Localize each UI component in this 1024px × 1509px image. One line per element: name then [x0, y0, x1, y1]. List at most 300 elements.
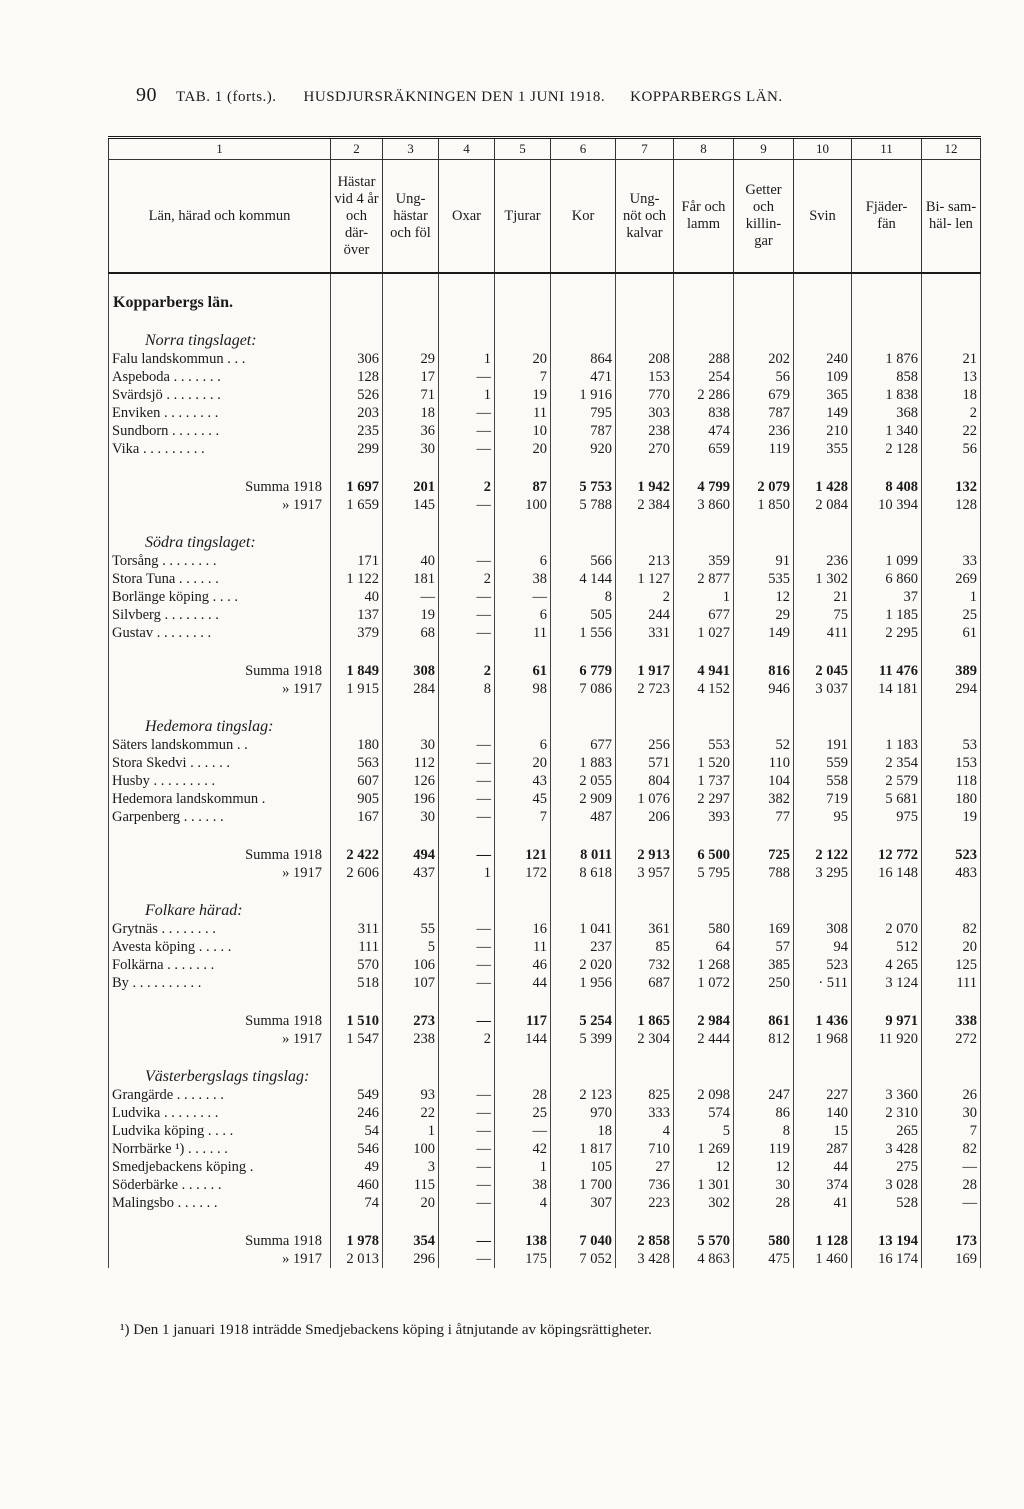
table-cell: 677: [674, 606, 734, 624]
column-number: 1: [109, 138, 331, 160]
table-cell: 2: [439, 478, 495, 496]
row-label: Summa 1918: [109, 846, 331, 864]
table-cell: 223: [616, 1194, 674, 1212]
table-cell: 512: [852, 938, 922, 956]
table-cell: 272: [922, 1030, 981, 1048]
table-row: [109, 956, 981, 974]
table-cell: 16 174: [852, 1250, 922, 1268]
table-cell: 7 086: [551, 680, 616, 698]
table-cell: 1 269: [674, 1140, 734, 1158]
table-cell: 46: [495, 956, 551, 974]
table-cell: 128: [331, 368, 383, 386]
table-cell: 16 148: [852, 864, 922, 882]
table-cell: 1 850: [734, 496, 794, 514]
table-cell: 566: [551, 552, 616, 570]
table-cell: [852, 534, 922, 552]
table-cell: 1 697: [331, 478, 383, 496]
column-number: 6: [551, 138, 616, 160]
table-cell: 244: [616, 606, 674, 624]
table-cell: 126: [383, 772, 439, 790]
table-cell: 296: [383, 1250, 439, 1268]
table-cell: 528: [852, 1194, 922, 1212]
table-row: [109, 368, 981, 386]
table-cell: —: [439, 974, 495, 992]
table-cell: 858: [852, 368, 922, 386]
table-cell: [794, 902, 852, 920]
table-cell: 250: [734, 974, 794, 992]
summary-row: [109, 496, 981, 514]
table-cell: 115: [383, 1176, 439, 1194]
column-header: Tjurar: [495, 160, 551, 274]
table-cell: 1: [439, 864, 495, 882]
table-cell: 30: [734, 1176, 794, 1194]
table-cell: 3 428: [852, 1140, 922, 1158]
row-label: Säters landskommun . .: [109, 736, 331, 754]
table-cell: —: [439, 1158, 495, 1176]
column-number: 9: [734, 138, 794, 160]
table-cell: 1 876: [852, 350, 922, 368]
table-cell: [551, 1068, 616, 1086]
table-cell: 460: [331, 1176, 383, 1194]
table-cell: 5 795: [674, 864, 734, 882]
table-cell: 8: [551, 588, 616, 606]
table-cell: 109: [794, 368, 852, 386]
table-cell: 8 408: [852, 478, 922, 496]
table-cell: 1 027: [674, 624, 734, 642]
table-cell: 144: [495, 1030, 551, 1048]
table-cell: [383, 332, 439, 350]
table-row: [109, 772, 981, 790]
table-cell: 153: [922, 754, 981, 772]
table-cell: 100: [383, 1140, 439, 1158]
table-cell: 43: [495, 772, 551, 790]
row-label: Ludvika . . . . . . . .: [109, 1104, 331, 1122]
table-cell: 4: [495, 1194, 551, 1212]
table-cell: 180: [331, 736, 383, 754]
row-label: Aspeboda . . . . . . .: [109, 368, 331, 386]
table-cell: 16: [495, 920, 551, 938]
column-number: 3: [383, 138, 439, 160]
table-cell: —: [922, 1158, 981, 1176]
table-cell: 121: [495, 846, 551, 864]
table-cell: [674, 332, 734, 350]
table-body: [109, 273, 981, 1268]
row-label: Husby . . . . . . . . .: [109, 772, 331, 790]
table-cell: 137: [331, 606, 383, 624]
row-label: Vika . . . . . . . . .: [109, 440, 331, 458]
table-cell: 4 941: [674, 662, 734, 680]
table-cell: 93: [383, 1086, 439, 1104]
row-label: Södra tingslaget:: [109, 534, 331, 552]
table-cell: 12 772: [852, 846, 922, 864]
table-cell: [794, 718, 852, 736]
table-cell: 5 254: [551, 1012, 616, 1030]
row-label: Sundborn . . . . . . .: [109, 422, 331, 440]
table-cell: 11: [495, 624, 551, 642]
table-cell: 21: [922, 350, 981, 368]
table-cell: 247: [734, 1086, 794, 1104]
column-number: 5: [495, 138, 551, 160]
table-cell: 42: [495, 1140, 551, 1158]
table-cell: [439, 534, 495, 552]
table-row: [109, 974, 981, 992]
table-cell: —: [439, 938, 495, 956]
table-cell: 105: [551, 1158, 616, 1176]
table-cell: 1 917: [616, 662, 674, 680]
table-cell: 86: [734, 1104, 794, 1122]
table-cell: 2 297: [674, 790, 734, 808]
table-cell: 44: [794, 1158, 852, 1176]
table-row: [109, 1104, 981, 1122]
table-cell: 44: [495, 974, 551, 992]
table-cell: 95: [794, 808, 852, 826]
table-cell: [495, 718, 551, 736]
page-header: [136, 84, 936, 107]
table-cell: —: [495, 1122, 551, 1140]
table-cell: 483: [922, 864, 981, 882]
table-cell: [616, 1068, 674, 1086]
table-cell: 374: [794, 1176, 852, 1194]
table-cell: 411: [794, 624, 852, 642]
table-cell: 2 723: [616, 680, 674, 698]
table-cell: 128: [922, 496, 981, 514]
table-cell: 145: [383, 496, 439, 514]
table-cell: —: [439, 496, 495, 514]
row-label: Grytnäs . . . . . . . .: [109, 920, 331, 938]
table-cell: 21: [794, 588, 852, 606]
table-row: [109, 404, 981, 422]
table-cell: 1: [922, 588, 981, 606]
table-cell: 2 384: [616, 496, 674, 514]
table-cell: [734, 332, 794, 350]
table-cell: 1: [383, 1122, 439, 1140]
row-label: Grangärde . . . . . . .: [109, 1086, 331, 1104]
column-number: 7: [616, 138, 674, 160]
table-cell: 270: [616, 440, 674, 458]
table-cell: 787: [551, 422, 616, 440]
row-label: Norra tingslaget:: [109, 332, 331, 350]
table-cell: 553: [674, 736, 734, 754]
table-cell: 563: [331, 754, 383, 772]
table-cell: [439, 332, 495, 350]
table-cell: [331, 332, 383, 350]
table-cell: 365: [794, 386, 852, 404]
table-cell: 175: [495, 1250, 551, 1268]
row-label: Svärdsjö . . . . . . . .: [109, 386, 331, 404]
summary-row: [109, 1030, 981, 1048]
table-cell: 2: [439, 1030, 495, 1048]
table-cell: 518: [331, 974, 383, 992]
table-cell: 361: [616, 920, 674, 938]
table-row: [109, 754, 981, 772]
table-cell: 1 185: [852, 606, 922, 624]
table-cell: 382: [734, 790, 794, 808]
table-cell: 2: [922, 404, 981, 422]
section-title: [109, 1068, 981, 1086]
table-cell: 111: [331, 938, 383, 956]
table-cell: 1 510: [331, 1012, 383, 1030]
row-label: By . . . . . . . . . .: [109, 974, 331, 992]
table-cell: [922, 1068, 981, 1086]
table-cell: 49: [331, 1158, 383, 1176]
table-cell: [551, 718, 616, 736]
row-label: » 1917: [109, 864, 331, 882]
table-cell: 302: [674, 1194, 734, 1212]
table-cell: 82: [922, 1140, 981, 1158]
table-cell: [495, 902, 551, 920]
table-cell: —: [439, 588, 495, 606]
table-cell: 171: [331, 552, 383, 570]
table-cell: 2 877: [674, 570, 734, 588]
table-cell: 275: [852, 1158, 922, 1176]
table-cell: [439, 1068, 495, 1086]
table-cell: 87: [495, 478, 551, 496]
column-number: 8: [674, 138, 734, 160]
column-header: Oxar: [439, 160, 495, 274]
table-cell: 10: [495, 422, 551, 440]
table-row: [109, 350, 981, 368]
table-cell: 1: [674, 588, 734, 606]
table-cell: 2 295: [852, 624, 922, 642]
table-cell: 838: [674, 404, 734, 422]
table-cell: [331, 1068, 383, 1086]
table-cell: 149: [734, 624, 794, 642]
table-cell: 33: [922, 552, 981, 570]
table-cell: 37: [852, 588, 922, 606]
table-cell: 2 128: [852, 440, 922, 458]
table-cell: —: [439, 1232, 495, 1250]
table-cell: —: [439, 920, 495, 938]
table-cell: 3 028: [852, 1176, 922, 1194]
table-row: [109, 1140, 981, 1158]
table-cell: 1 849: [331, 662, 383, 680]
summary-row: [109, 1250, 981, 1268]
table-cell: [852, 332, 922, 350]
table-cell: 28: [495, 1086, 551, 1104]
table-cell: 20: [495, 440, 551, 458]
table-cell: 132: [922, 478, 981, 496]
table-cell: 4 863: [674, 1250, 734, 1268]
table-cell: [674, 534, 734, 552]
table-cell: 1 128: [794, 1232, 852, 1250]
table-cell: 558: [794, 772, 852, 790]
table-cell: 246: [331, 1104, 383, 1122]
table-cell: 240: [794, 350, 852, 368]
section-title: [109, 718, 981, 736]
table-cell: 471: [551, 368, 616, 386]
table-cell: 5 681: [852, 790, 922, 808]
table-cell: 110: [734, 754, 794, 772]
table-cell: 389: [922, 662, 981, 680]
table-cell: 3 124: [852, 974, 922, 992]
table-cell: [616, 902, 674, 920]
table-cell: 5 399: [551, 1030, 616, 1048]
table-cell: 861: [734, 1012, 794, 1030]
table-cell: —: [439, 440, 495, 458]
table-cell: 82: [922, 920, 981, 938]
table-cell: 8: [439, 680, 495, 698]
table-cell: 6: [495, 736, 551, 754]
table-cell: 237: [551, 938, 616, 956]
row-label: Folkärna . . . . . . .: [109, 956, 331, 974]
table-cell: 38: [495, 1176, 551, 1194]
table-cell: 1 883: [551, 754, 616, 772]
table-cell: 172: [495, 864, 551, 882]
table-cell: —: [439, 368, 495, 386]
row-label: Ludvika köping . . . .: [109, 1122, 331, 1140]
table-cell: 52: [734, 736, 794, 754]
table-cell: 111: [922, 974, 981, 992]
table-cell: [495, 332, 551, 350]
table-cell: 338: [922, 1012, 981, 1030]
table-cell: 299: [331, 440, 383, 458]
column-header: Ung- hästar och föl: [383, 160, 439, 274]
table-cell: [383, 902, 439, 920]
table-cell: —: [439, 808, 495, 826]
table-cell: [734, 718, 794, 736]
row-label: » 1917: [109, 1250, 331, 1268]
table-cell: 920: [551, 440, 616, 458]
table-cell: 19: [383, 606, 439, 624]
table-cell: 487: [551, 808, 616, 826]
table-cell: 57: [734, 938, 794, 956]
row-label: Avesta köping . . . . .: [109, 938, 331, 956]
table-cell: 736: [616, 1176, 674, 1194]
table-cell: 505: [551, 606, 616, 624]
table-cell: 1 838: [852, 386, 922, 404]
table-row: [109, 920, 981, 938]
summary-row: [109, 1012, 981, 1030]
table-cell: 1 520: [674, 754, 734, 772]
table-cell: 308: [383, 662, 439, 680]
table-cell: 125: [922, 956, 981, 974]
table-cell: 20: [383, 1194, 439, 1212]
table-cell: 804: [616, 772, 674, 790]
table-cell: 3 428: [616, 1250, 674, 1268]
table-cell: 535: [734, 570, 794, 588]
table-cell: 19: [922, 808, 981, 826]
table-cell: 18: [383, 404, 439, 422]
table-cell: 580: [734, 1232, 794, 1250]
table-cell: 30: [922, 1104, 981, 1122]
row-label: Falu landskommun . . .: [109, 350, 331, 368]
table-cell: 679: [734, 386, 794, 404]
table-cell: 77: [734, 808, 794, 826]
table-cell: 40: [331, 588, 383, 606]
table-cell: 1 942: [616, 478, 674, 496]
column-number-row: [109, 138, 981, 160]
table-cell: 571: [616, 754, 674, 772]
table-cell: 574: [674, 1104, 734, 1122]
table-cell: 2 422: [331, 846, 383, 864]
table-cell: 7 052: [551, 1250, 616, 1268]
table-cell: [674, 902, 734, 920]
table-cell: 238: [616, 422, 674, 440]
table-cell: 331: [616, 624, 674, 642]
table-cell: 5 753: [551, 478, 616, 496]
table-row: [109, 440, 981, 458]
table-cell: 54: [331, 1122, 383, 1140]
table-cell: 1 865: [616, 1012, 674, 1030]
table-cell: 12: [734, 588, 794, 606]
table-cell: 2: [616, 588, 674, 606]
table-cell: 11: [495, 938, 551, 956]
table-cell: 284: [383, 680, 439, 698]
table-cell: 2 122: [794, 846, 852, 864]
table-cell: [852, 718, 922, 736]
table-cell: 7: [495, 368, 551, 386]
table-cell: 7: [495, 808, 551, 826]
table-cell: —: [439, 422, 495, 440]
table-cell: 11 920: [852, 1030, 922, 1048]
row-label: Stora Skedvi . . . . . .: [109, 754, 331, 772]
table-cell: —: [439, 404, 495, 422]
table-cell: 41: [794, 1194, 852, 1212]
table-cell: 36: [383, 422, 439, 440]
summary-row: [109, 478, 981, 496]
table-cell: 710: [616, 1140, 674, 1158]
table-cell: 905: [331, 790, 383, 808]
column-header: Ung- nöt och kalvar: [616, 160, 674, 274]
table-cell: —: [439, 1122, 495, 1140]
table-cell: 2 055: [551, 772, 616, 790]
table-cell: 1: [495, 1158, 551, 1176]
table-row: [109, 1086, 981, 1104]
table-cell: [439, 718, 495, 736]
table-cell: 138: [495, 1232, 551, 1250]
table-cell: [922, 718, 981, 736]
table-cell: 311: [331, 920, 383, 938]
table-cell: 2 913: [616, 846, 674, 864]
table-cell: 2: [439, 570, 495, 588]
table-cell: 213: [616, 552, 674, 570]
table-cell: 307: [551, 1194, 616, 1212]
table-cell: 559: [794, 754, 852, 772]
table-cell: 1 301: [674, 1176, 734, 1194]
table-cell: 1 460: [794, 1250, 852, 1268]
table-cell: 2 013: [331, 1250, 383, 1268]
table-cell: 1 547: [331, 1030, 383, 1048]
page-title: HUSDJURSRÄKNINGEN DEN 1 JUNI 1918.: [303, 89, 606, 105]
table-cell: 1 916: [551, 386, 616, 404]
table-cell: 787: [734, 404, 794, 422]
table-cell: 28: [922, 1176, 981, 1194]
table-cell: 85: [616, 938, 674, 956]
table-cell: 112: [383, 754, 439, 772]
table-cell: 22: [922, 422, 981, 440]
table-cell: [734, 1068, 794, 1086]
table-cell: [852, 902, 922, 920]
column-header: Bi- sam- häl- len: [922, 160, 981, 274]
table-cell: [495, 534, 551, 552]
table-cell: 864: [551, 350, 616, 368]
table-cell: —: [439, 956, 495, 974]
table-cell: [616, 534, 674, 552]
table-cell: 169: [922, 1250, 981, 1268]
table-cell: —: [439, 1194, 495, 1212]
table-cell: —: [439, 1176, 495, 1194]
table-cell: 74: [331, 1194, 383, 1212]
table-cell: [616, 332, 674, 350]
table-cell: [383, 1068, 439, 1086]
table-cell: [383, 534, 439, 552]
table-cell: 2 354: [852, 754, 922, 772]
table-cell: 203: [331, 404, 383, 422]
table-cell: 208: [616, 350, 674, 368]
table-cell: 303: [616, 404, 674, 422]
row-label: Summa 1918: [109, 662, 331, 680]
table-cell: 5: [383, 938, 439, 956]
